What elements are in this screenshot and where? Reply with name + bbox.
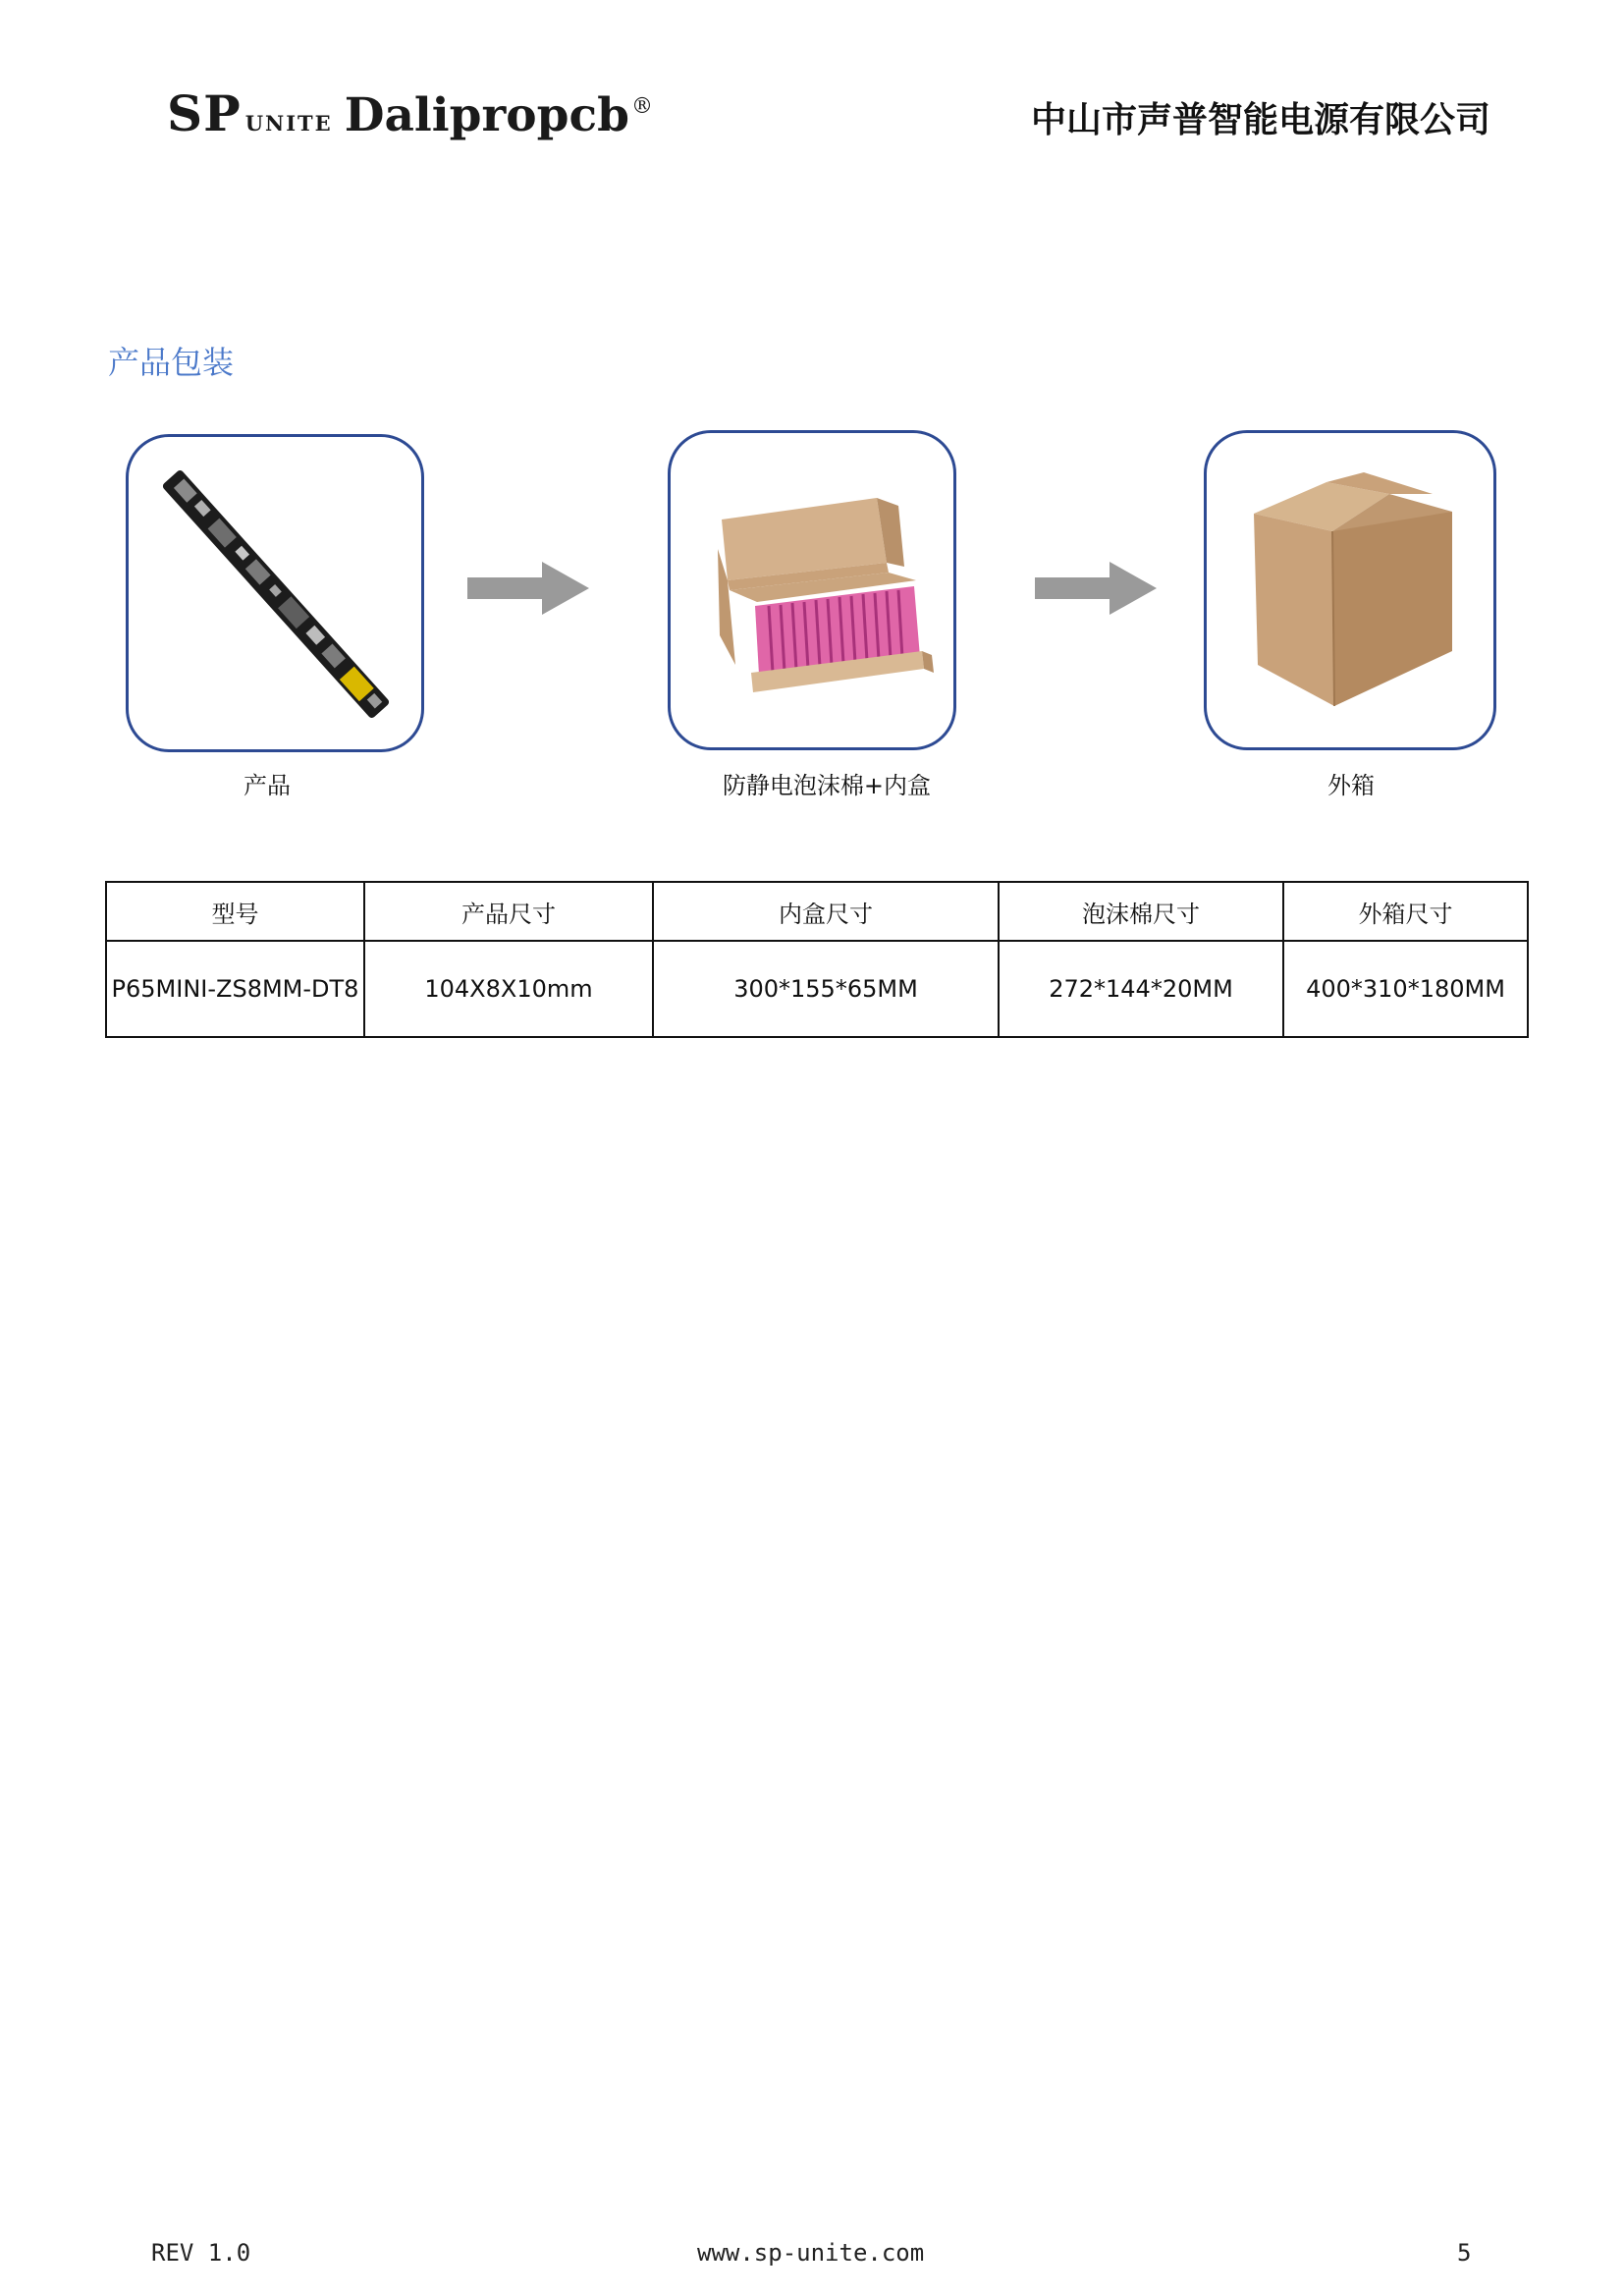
product-image-box [126,434,424,752]
company-name: 中山市声普智能电源有限公司 [1031,100,1491,140]
carton-box-icon [1207,433,1493,747]
cell-inner-box-size: 300*155*65MM [653,941,999,1037]
table-header-row [106,882,1528,941]
header-model: 型号 [106,882,364,941]
cell-model: P65MINI-ZS8MM-DT8 [106,941,364,1037]
inner-box-foam-icon [671,433,953,747]
company-logo [167,84,653,153]
section-title: 产品包装 [108,344,235,381]
footer-page-number: 5 [1457,2239,1472,2267]
cell-product-size: 104X8X10mm [364,941,653,1037]
caption-outer-carton: 外箱 [1327,772,1375,799]
header-product-size: 产品尺寸 [364,882,653,941]
cell-foam-size: 272*144*20MM [999,941,1283,1037]
carton-image-box [1204,430,1496,750]
logo-brand: Dalipropcb [344,88,629,142]
logo-unite: UNITE [244,111,333,136]
cell-outer-box-size: 400*310*180MM [1283,941,1528,1037]
caption-inner-box: 防静电泡沫棉+内盒 [722,772,932,799]
logo-sp: SP [167,84,242,142]
pcb-board-icon [129,437,421,749]
arrow-right-icon [467,562,589,615]
footer-revision: REV 1.0 [151,2239,251,2267]
header-outer-box-size: 外箱尺寸 [1283,882,1528,941]
inner-box-image-box [668,430,956,750]
arrow-right-icon [1035,562,1157,615]
caption-product: 产品 [244,772,291,799]
header-inner-box-size: 内盒尺寸 [653,882,999,941]
table-row [106,941,1528,1037]
footer-website: www.sp-unite.com [697,2239,925,2267]
packaging-spec-table [105,881,1529,1038]
header-foam-size: 泡沫棉尺寸 [999,882,1283,941]
logo-registered-mark: ® [630,94,653,119]
